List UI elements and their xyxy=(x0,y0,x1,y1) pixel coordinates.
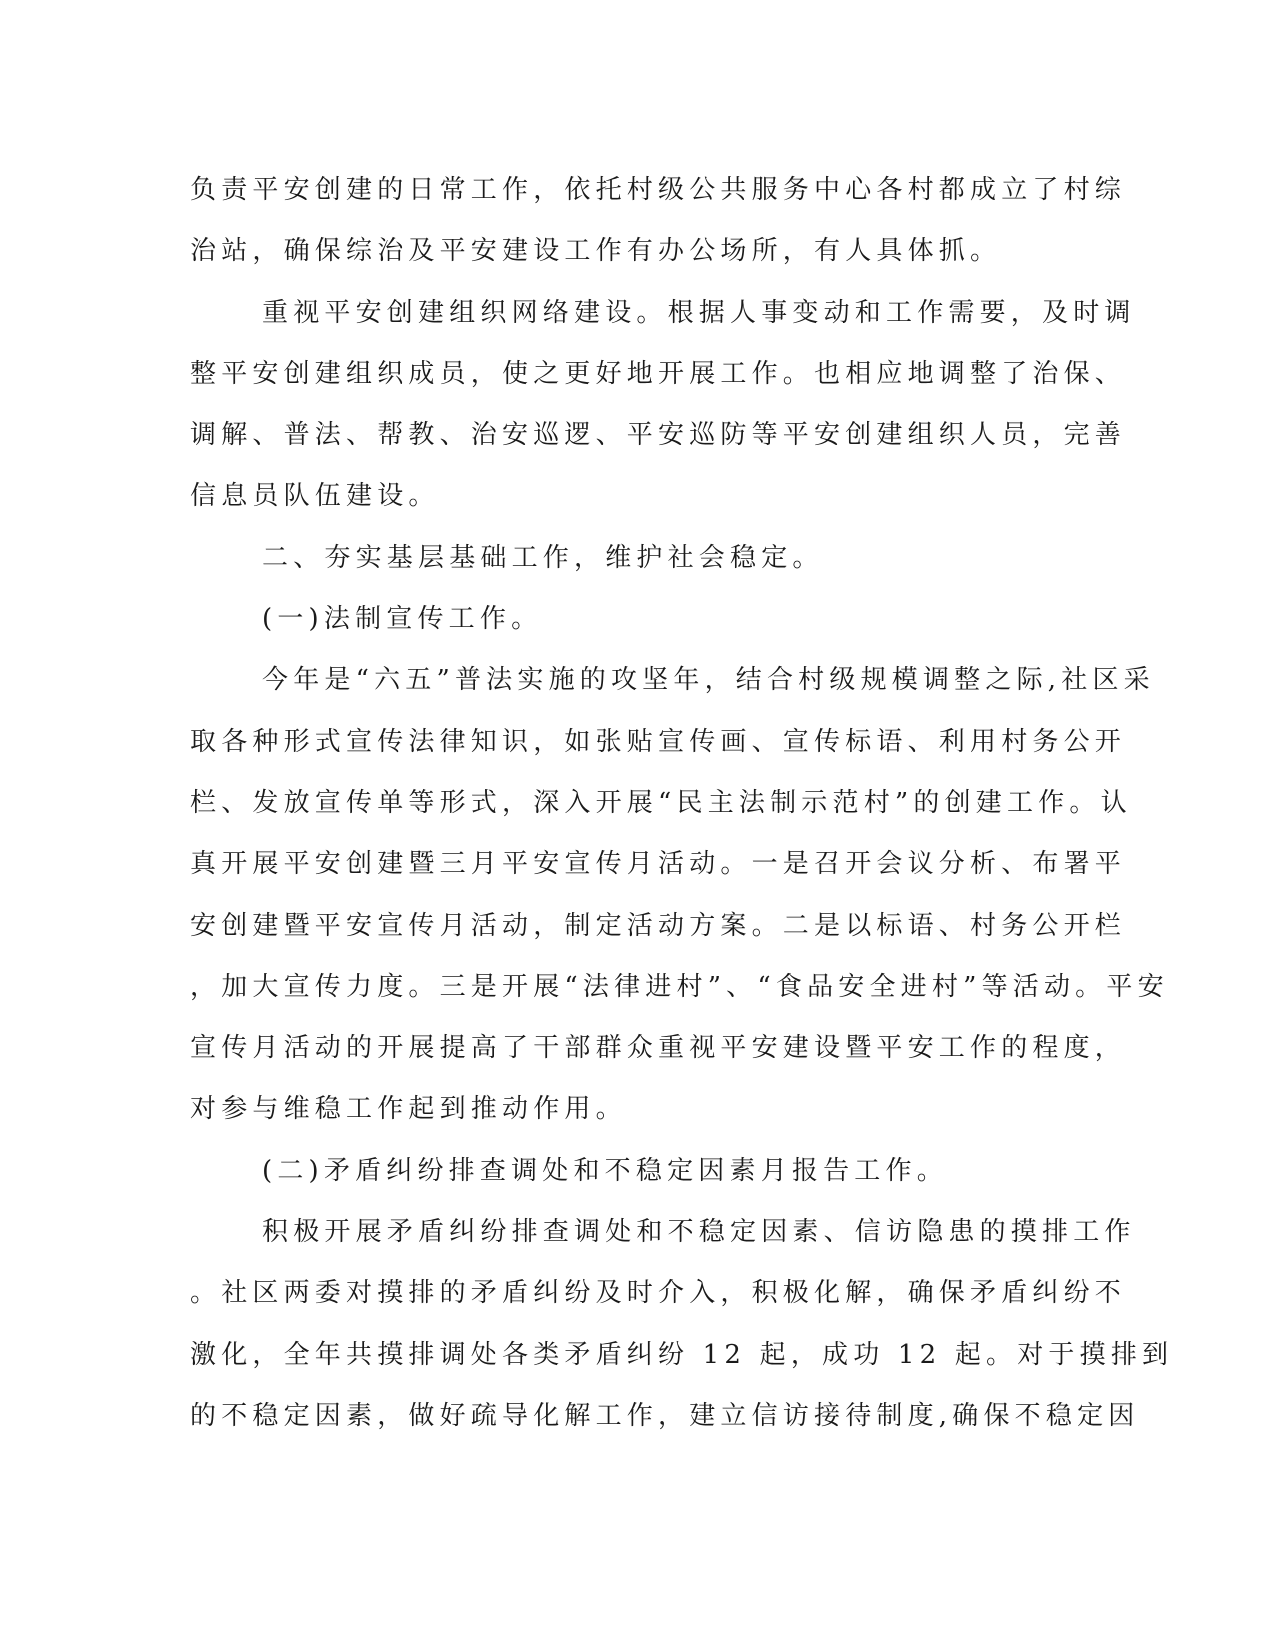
text-line: ，加大宣传力度。三是开展“法律进村”、“食品安全进村”等活动。平安 xyxy=(190,971,1169,1002)
text-line: 调解、普法、帮教、治安巡逻、平安巡防等平安创建组织人员，完善 xyxy=(190,420,1127,451)
text-line: 治站，确保综治及平安建设工作有办公场所，有人具体抓。 xyxy=(190,236,1002,267)
text-line: 负责平安创建的日常工作，依托村级公共服务中心各村都成立了村综 xyxy=(190,175,1127,205)
paragraph-start-line: 今年是“六五”普法实施的攻坚年，结合村级规模调整之际,社区采 xyxy=(262,665,1155,696)
text-line: 真开展平安创建暨三月平安宣传月活动。一是召开会议分析、布署平 xyxy=(190,849,1127,880)
text-line: 激化，全年共摸排调处各类矛盾纠纷 12 起，成功 12 起。对于摸排到 xyxy=(190,1339,1174,1370)
text-line: 宣传月活动的开展提高了干部群众重视平安建设暨平安工作的程度， xyxy=(190,1033,1127,1064)
section-heading: 二、夯实基层基础工作，维护社会稳定。 xyxy=(262,542,824,573)
text-line: 整平安创建组织成员，使之更好地开展工作。也相应地调整了治保、 xyxy=(190,358,1127,389)
text-line: 。社区两委对摸排的矛盾纠纷及时介入，积极化解，确保矛盾纠纷不 xyxy=(190,1278,1127,1309)
text-line: 栏、发放宣传单等形式，深入开展“民主法制示范村”的创建工作。认 xyxy=(190,787,1132,818)
paragraph-start-line: 重视平安创建组织网络建设。根据人事变动和工作需要，及时调 xyxy=(262,297,1136,328)
text-line: 信息员队伍建设。 xyxy=(190,481,440,512)
text-line: 对参与维稳工作起到推动作用。 xyxy=(190,1094,627,1125)
subsection-heading: (一)法制宣传工作。 xyxy=(262,604,543,635)
text-line: 取各种形式宣传法律知识，如张贴宣传画、宣传标语、利用村务公开 xyxy=(190,726,1127,757)
paragraph-start-line: 积极开展矛盾纠纷排查调处和不稳定因素、信访隐患的摸排工作 xyxy=(262,1217,1136,1248)
text-line: 的不稳定因素，做好疏导化解工作，建立信访接待制度,确保不稳定因 xyxy=(190,1400,1140,1431)
body-text xyxy=(190,160,1174,1447)
text-line: 安创建暨平安宣传月活动，制定活动方案。二是以标语、村务公开栏 xyxy=(190,910,1127,941)
subsection-heading: (二)矛盾纠纷排查调处和不稳定因素月报告工作。 xyxy=(262,1155,948,1186)
